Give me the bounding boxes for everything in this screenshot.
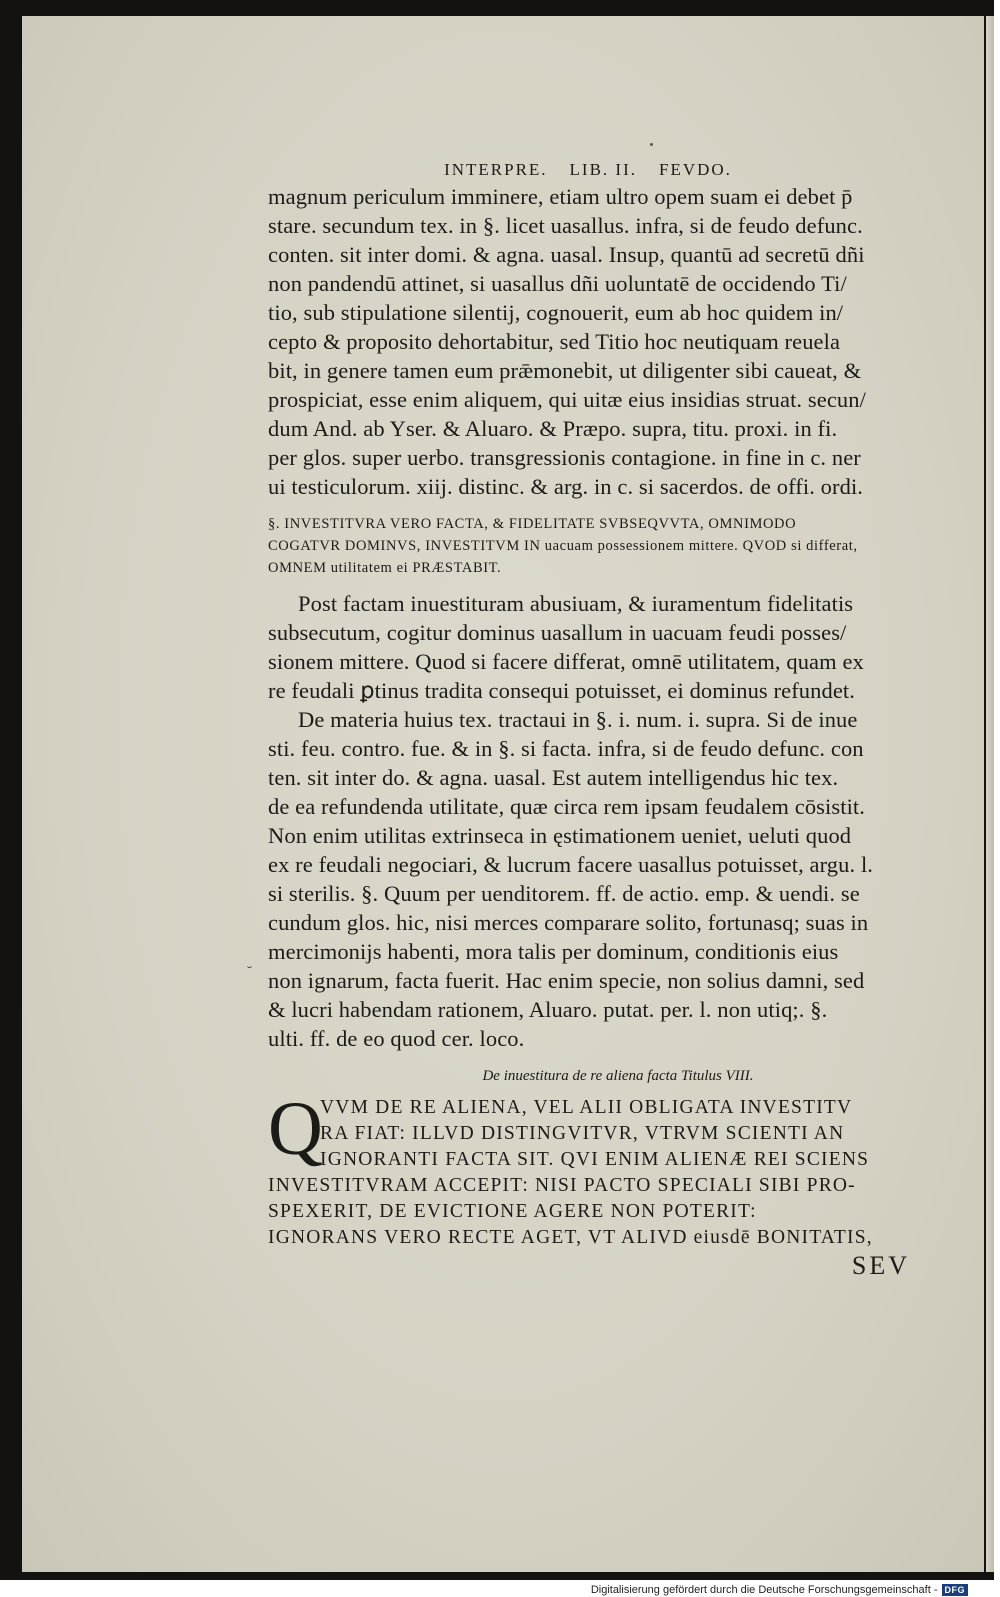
text-line: ui testiculorum. xiij. distinc. & arg. in c. si sacerdos. de offi. ordi. xyxy=(268,474,864,499)
footer-credit xyxy=(591,1584,968,1596)
text-line: stare. secundum tex. in §. licet uasallus. infra, si de feudo defunc. xyxy=(268,213,863,238)
footer-text: Digitalisierung gefördert durch die Deutsche Forschungsgemeinschaft - xyxy=(590,1584,938,1596)
paragraph-post-factam xyxy=(268,589,928,705)
text-line: subsecutum, cogitur dominus uasallum in uacuam feudi posses/ xyxy=(268,620,847,645)
ink-dot xyxy=(650,143,653,146)
text-line: dum And. ab Yser. & Aluaro. & Præpo. supra, titu. proxi. in fi. xyxy=(268,416,838,441)
text-line: ulti. ff. de eo quod cer. loco. xyxy=(268,1026,525,1051)
title-heading: De inuestitura de re aliena facta Titulus VIII. xyxy=(482,1068,754,1084)
text-line: mercimonijs habenti, mora talis per dominum, conditionis eius xyxy=(268,939,839,964)
page-edge xyxy=(986,16,994,1572)
text-line: cepto & proposito dehortabitur, sed Titio hoc neutiquam reuela xyxy=(268,329,841,354)
text-line: ten. sit inter do. & agna. uasal. Est autem intelligendus hic tex. xyxy=(268,765,839,790)
drop-cap: Q xyxy=(268,1087,323,1171)
text-line: tio, sub stipulatione silentij, cognouerit, eum ab hoc quidem in/ xyxy=(268,300,844,325)
text-line: Non enim utilitas extrinseca in ęstimationem ueniet, ueluti quod xyxy=(268,823,852,848)
text-line: de ea refundenda utilitate, quæ circa rem ipsam feudalem cōsistit. xyxy=(268,794,866,819)
text-line: non ignarum, facta fuerit. Hac enim specie, non solius damni, sed xyxy=(268,968,865,993)
text-line: sti. feu. contro. fue. & in §. si facta. infra, si de feudo defunc. con xyxy=(268,736,864,761)
section-heading xyxy=(268,513,928,579)
text-block xyxy=(268,160,928,1281)
caps-line: SPEXERIT, DE EVICTIONE AGERE NON POTERIT: xyxy=(268,1201,757,1222)
caps-line: VVM DE RE ALIENA, VEL ALII OBLIGATA INVESTITV xyxy=(320,1097,853,1118)
running-head-right: FEVDO. xyxy=(659,160,732,179)
text-line: sionem mittere. Quod si facere differat, omnē utilitatem, quam ex xyxy=(268,649,864,674)
running-head-middle: LIB. II. xyxy=(569,160,638,179)
text-line: si sterilis. §. Quum per uenditorem. ff. de actio. emp. & uendi. se xyxy=(268,881,860,906)
paragraph-de-materia xyxy=(268,705,928,1053)
text-line: prospiciat, esse enim aliquem, qui uitæ eius insidias struat. secun/ xyxy=(268,387,866,412)
text-line: magnum periculum imminere, etiam ultro opem suam ei debet p̄ xyxy=(268,184,853,209)
title-text xyxy=(268,1087,928,1251)
dfg-logo: DFG xyxy=(942,1584,969,1596)
section-heading-line: COGATVR DOMINVS, INVESTITVM IN uacuam possessionem mittere. QVOD si differat, xyxy=(268,538,858,554)
running-head-left: INTERPRE. xyxy=(444,160,548,179)
text-line: conten. sit inter domi. & agna. uasal. Insup, quantū ad secretū dñi xyxy=(268,242,865,267)
text-line: bit, in genere tamen eum prǣmonebit, ut diligenter sibi caueat, & xyxy=(268,358,862,383)
caps-line: IGNORANS VERO RECTE AGET, VT ALIVD eiusdē BONITATIS, xyxy=(268,1227,873,1248)
text-line: per glos. super uerbo. transgressionis contagione. in fine in c. ner xyxy=(268,445,861,470)
text-line: non pandendū attinet, si uasallus dñi uoluntatē de occidendo Ti/ xyxy=(268,271,847,296)
caps-line: IGNORANTI FACTA SIT. QVI ENIM ALIENÆ REI SCIENS xyxy=(320,1149,870,1170)
margin-mark: ˘ xyxy=(246,965,253,981)
running-head xyxy=(268,160,928,180)
section-heading-line: OMNEM utilitatem ei PRÆSTABIT. xyxy=(268,560,502,576)
text-line: De materia huius tex. tractaui in §. i. num. i. supra. Si de inue xyxy=(298,707,858,732)
paragraph-continuation xyxy=(268,182,928,501)
text-line: cundum glos. hic, nisi merces comparare solito, fortunasq; suas in xyxy=(268,910,869,935)
text-line: Post factam inuestituram abusiuam, & iuramentum fidelitatis xyxy=(298,591,854,616)
text-line: ex re feudali negociari, & lucrum facere uasallus potuisset, argu. l. xyxy=(268,852,874,877)
catchword: SEV xyxy=(851,1251,910,1280)
text-line: re feudali ꝑtinus tradita consequi potuisset, ei dominus refundet. xyxy=(268,678,855,703)
text-line: & lucri habendam rationem, Aluaro. putat. per. l. non utiq;. §. xyxy=(268,997,828,1022)
caps-line: INVESTITVRAM ACCEPIT: NISI PACTO SPECIALI SIBI PRO- xyxy=(268,1175,856,1196)
section-heading-line: §. INVESTITVRA VERO FACTA, & FIDELITATE SVBSEQVVTA, OMNIMODO xyxy=(268,516,797,532)
caps-line: RA FIAT: ILLVD DISTINGVITVR, VTRVM SCIENTI AN xyxy=(320,1123,845,1144)
